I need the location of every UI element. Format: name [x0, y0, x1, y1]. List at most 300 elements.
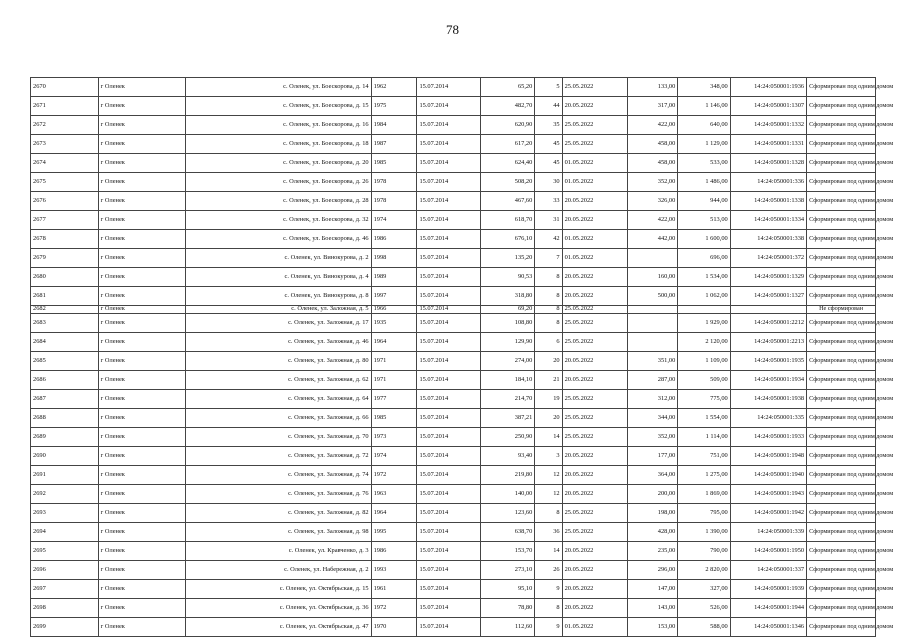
cadastral-number-cell: 14:24:050001:2213: [730, 333, 806, 352]
settlement-cell: г Оленек: [98, 333, 185, 352]
table-row: [31, 409, 876, 428]
address-cell: с. Оленек, ул. Заложная, д. 5: [186, 306, 372, 314]
build-year-cell: 1998: [371, 249, 417, 268]
registration-date-cell: 15.07.2014: [417, 352, 480, 371]
area-cell: 129,90: [480, 333, 535, 352]
address-cell: с. Оленек, ул. Боескорова, д. 28: [186, 192, 372, 211]
table-row: [31, 447, 876, 466]
build-year-cell: 1964: [371, 333, 417, 352]
table-row: [31, 333, 876, 352]
address-cell: с. Оленек, ул. Винокурова, д. 4: [186, 268, 372, 287]
address-cell: с. Оленек, ул. Боескорова, д. 18: [186, 135, 372, 154]
resident-count-cell: 19: [535, 390, 562, 409]
inspection-date-cell: 25.05.2022: [562, 306, 628, 314]
area-cell: 93,40: [480, 447, 535, 466]
build-year-cell: 1989: [371, 268, 417, 287]
value-two-cell: 1 390,00: [678, 523, 730, 542]
row-number-cell: 2694: [31, 523, 99, 542]
inspection-date-cell: 25.05.2022: [562, 78, 628, 97]
registry-body: [31, 78, 894, 637]
value-one-cell: 177,00: [628, 447, 678, 466]
settlement-cell: г Оленек: [98, 268, 185, 287]
settlement-cell: г Оленек: [98, 211, 185, 230]
cadastral-number-cell: 14:24:050001:1346: [730, 618, 806, 637]
registration-date-cell: 15.07.2014: [417, 135, 480, 154]
resident-count-cell: 45: [535, 154, 562, 173]
cadastral-number-cell: 14:24:050001:1327: [730, 287, 806, 306]
settlement-cell: г Оленек: [98, 504, 185, 523]
inspection-date-cell: 01.05.2022: [562, 173, 628, 192]
table-row: [31, 287, 876, 306]
address-cell: с. Оленек, ул. Набережная, д. 2: [186, 561, 372, 580]
value-two-cell: 1 275,00: [678, 466, 730, 485]
table-row: [31, 97, 876, 116]
build-year-cell: 1984: [371, 116, 417, 135]
inspection-date-cell: 20.05.2022: [562, 211, 628, 230]
area-cell: 65,20: [480, 78, 535, 97]
row-number-cell: 2688: [31, 409, 99, 428]
area-cell: 90,53: [480, 268, 535, 287]
area-cell: 274,00: [480, 352, 535, 371]
registration-date-cell: 15.07.2014: [417, 580, 480, 599]
row-number-cell: 2673: [31, 135, 99, 154]
row-number-cell: 2679: [31, 249, 99, 268]
value-two-cell: 348,00: [678, 78, 730, 97]
settlement-cell: г Оленек: [98, 390, 185, 409]
settlement-cell: г Оленек: [98, 173, 185, 192]
land-status-cell: Сформирован под одним домом: [807, 504, 876, 523]
cadastral-number-cell: 14:24:050001:1940: [730, 466, 806, 485]
table-row: [31, 542, 876, 561]
value-one-cell: 442,00: [628, 230, 678, 249]
build-year-cell: 1986: [371, 542, 417, 561]
resident-count-cell: 9: [535, 580, 562, 599]
address-cell: с. Оленек, ул. Октябрьская, д. 47: [186, 618, 372, 637]
value-two-cell: 751,00: [678, 447, 730, 466]
settlement-cell: г Оленек: [98, 485, 185, 504]
table-row: [31, 599, 876, 618]
build-year-cell: 1985: [371, 154, 417, 173]
value-two-cell: 1 146,00: [678, 97, 730, 116]
resident-count-cell: 12: [535, 466, 562, 485]
value-two-cell: 1 486,00: [678, 173, 730, 192]
settlement-cell: г Оленек: [98, 314, 185, 333]
address-cell: с. Оленек, ул. Винокурова, д. 8: [186, 287, 372, 306]
row-number-cell: 2670: [31, 78, 99, 97]
row-number-cell: 2678: [31, 230, 99, 249]
row-number-cell: 2671: [31, 97, 99, 116]
table-row: [31, 116, 876, 135]
land-status-cell: Сформирован под одним домом: [807, 428, 876, 447]
cadastral-number-cell: 14:24:050001:2212: [730, 314, 806, 333]
settlement-cell: г Оленек: [98, 561, 185, 580]
resident-count-cell: 14: [535, 428, 562, 447]
area-cell: 624,40: [480, 154, 535, 173]
value-two-cell: 2 120,00: [678, 333, 730, 352]
settlement-cell: г Оленек: [98, 116, 185, 135]
value-one-cell: 428,00: [628, 523, 678, 542]
settlement-cell: г Оленек: [98, 230, 185, 249]
area-cell: 214,70: [480, 390, 535, 409]
value-one-cell: 200,00: [628, 485, 678, 504]
build-year-cell: 1986: [371, 230, 417, 249]
registration-date-cell: 15.07.2014: [417, 78, 480, 97]
cadastral-number-cell: 14:24:050001:335: [730, 409, 806, 428]
inspection-date-cell: 25.05.2022: [562, 428, 628, 447]
land-status-cell: Сформирован под одним домом: [807, 580, 876, 599]
value-one-cell: 235,00: [628, 542, 678, 561]
cadastral-number-cell: 14:24:050001:1331: [730, 135, 806, 154]
row-number-cell: 2691: [31, 466, 99, 485]
row-number-cell: 2676: [31, 192, 99, 211]
build-year-cell: 1971: [371, 352, 417, 371]
value-two-cell: 1 534,00: [678, 268, 730, 287]
settlement-cell: г Оленек: [98, 192, 185, 211]
value-one-cell: [628, 314, 678, 333]
value-one-cell: 143,00: [628, 599, 678, 618]
resident-count-cell: 31: [535, 211, 562, 230]
table-row: [31, 192, 876, 211]
row-number-cell: 2689: [31, 428, 99, 447]
land-status-cell: Сформирован под одним домом: [807, 287, 876, 306]
value-one-cell: 326,00: [628, 192, 678, 211]
land-status-cell: Сформирован под одним домом: [807, 135, 876, 154]
land-status-cell: Сформирован под одним домом: [807, 561, 876, 580]
inspection-date-cell: 20.05.2022: [562, 466, 628, 485]
value-one-cell: 422,00: [628, 211, 678, 230]
resident-count-cell: 45: [535, 135, 562, 154]
registration-date-cell: 15.07.2014: [417, 371, 480, 390]
value-two-cell: 944,00: [678, 192, 730, 211]
build-year-cell: 1997: [371, 287, 417, 306]
registration-date-cell: 15.07.2014: [417, 97, 480, 116]
resident-count-cell: 42: [535, 230, 562, 249]
land-status-cell: Сформирован под одним домом: [807, 78, 876, 97]
land-status-cell: Сформирован под одним домом: [807, 211, 876, 230]
inspection-date-cell: 20.05.2022: [562, 97, 628, 116]
row-number-cell: 2684: [31, 333, 99, 352]
row-number-cell: 2695: [31, 542, 99, 561]
area-cell: 123,60: [480, 504, 535, 523]
inspection-date-cell: 25.05.2022: [562, 390, 628, 409]
address-cell: с. Оленек, ул. Боескорова, д. 46: [186, 230, 372, 249]
table-row: [31, 352, 876, 371]
area-cell: 638,70: [480, 523, 535, 542]
cadastral-number-cell: 14:24:050001:1307: [730, 97, 806, 116]
value-two-cell: 1 129,00: [678, 135, 730, 154]
build-year-cell: 1987: [371, 135, 417, 154]
settlement-cell: г Оленек: [98, 249, 185, 268]
value-two-cell: 696,00: [678, 249, 730, 268]
land-status-cell: Сформирован под одним домом: [807, 173, 876, 192]
settlement-cell: г Оленек: [98, 97, 185, 116]
value-one-cell: 352,00: [628, 428, 678, 447]
address-cell: с. Оленек, ул. Заложная, д. 46: [186, 333, 372, 352]
build-year-cell: 1961: [371, 580, 417, 599]
value-two-cell: 1 554,00: [678, 409, 730, 428]
row-number-cell: 2693: [31, 504, 99, 523]
land-status-cell: Сформирован под одним домом: [807, 154, 876, 173]
value-one-cell: 500,00: [628, 287, 678, 306]
cadastral-number-cell: 14:24:050001:372: [730, 249, 806, 268]
value-two-cell: 1 109,00: [678, 352, 730, 371]
table-row: [31, 618, 876, 637]
cadastral-number-cell: 14:24:050001:336: [730, 173, 806, 192]
land-status-cell: Сформирован под одним домом: [807, 192, 876, 211]
build-year-cell: 1993: [371, 561, 417, 580]
land-status-cell: Не сформирован: [807, 306, 876, 314]
land-status-cell: Сформирован под одним домом: [807, 599, 876, 618]
table-row: [31, 523, 876, 542]
value-two-cell: 775,00: [678, 390, 730, 409]
cadastral-number-cell: 14:24:050001:1938: [730, 390, 806, 409]
area-cell: 618,70: [480, 211, 535, 230]
inspection-date-cell: 20.05.2022: [562, 268, 628, 287]
cadastral-number-cell: 14:24:050001:338: [730, 230, 806, 249]
build-year-cell: 1963: [371, 485, 417, 504]
build-year-cell: 1962: [371, 78, 417, 97]
inspection-date-cell: 20.05.2022: [562, 447, 628, 466]
value-one-cell: 458,00: [628, 135, 678, 154]
row-number-cell: 2683: [31, 314, 99, 333]
land-status-cell: Сформирован под одним домом: [807, 466, 876, 485]
value-one-cell: 198,00: [628, 504, 678, 523]
row-number-cell: 2682: [31, 306, 99, 314]
row-number-cell: 2687: [31, 390, 99, 409]
row-number-cell: 2677: [31, 211, 99, 230]
address-cell: с. Оленек, ул. Боескорова, д. 15: [186, 97, 372, 116]
value-two-cell: 509,00: [678, 371, 730, 390]
area-cell: 508,20: [480, 173, 535, 192]
land-status-cell: Сформирован под одним домом: [807, 542, 876, 561]
registration-date-cell: 15.07.2014: [417, 192, 480, 211]
row-number-cell: 2685: [31, 352, 99, 371]
value-two-cell: 1 062,00: [678, 287, 730, 306]
settlement-cell: г Оленек: [98, 599, 185, 618]
table-row: [31, 230, 876, 249]
value-two-cell: 1 869,00: [678, 485, 730, 504]
resident-count-cell: 8: [535, 306, 562, 314]
land-status-cell: Сформирован под одним домом: [807, 447, 876, 466]
value-one-cell: 147,00: [628, 580, 678, 599]
table-row: [31, 561, 876, 580]
value-one-cell: 133,00: [628, 78, 678, 97]
registration-date-cell: 15.07.2014: [417, 268, 480, 287]
build-year-cell: 1995: [371, 523, 417, 542]
settlement-cell: г Оленек: [98, 371, 185, 390]
row-number-cell: 2686: [31, 371, 99, 390]
value-one-cell: 364,00: [628, 466, 678, 485]
area-cell: 69,20: [480, 306, 535, 314]
registration-date-cell: 15.07.2014: [417, 287, 480, 306]
value-two-cell: 2 820,00: [678, 561, 730, 580]
resident-count-cell: 8: [535, 287, 562, 306]
area-cell: 108,80: [480, 314, 535, 333]
registration-date-cell: 15.07.2014: [417, 428, 480, 447]
registration-date-cell: 15.07.2014: [417, 542, 480, 561]
settlement-cell: г Оленек: [98, 78, 185, 97]
value-two-cell: 790,00: [678, 542, 730, 561]
resident-count-cell: 9: [535, 618, 562, 637]
value-one-cell: 352,00: [628, 173, 678, 192]
build-year-cell: 1972: [371, 466, 417, 485]
registration-date-cell: 15.07.2014: [417, 249, 480, 268]
build-year-cell: 1971: [371, 371, 417, 390]
address-cell: с. Оленек, ул. Заложная, д. 66: [186, 409, 372, 428]
settlement-cell: г Оленек: [98, 523, 185, 542]
row-number-cell: 2699: [31, 618, 99, 637]
value-two-cell: 588,00: [678, 618, 730, 637]
settlement-cell: г Оленек: [98, 135, 185, 154]
cadastral-number-cell: 14:24:050001:1944: [730, 599, 806, 618]
cadastral-number-cell: 14:24:050001:1936: [730, 78, 806, 97]
settlement-cell: г Оленек: [98, 580, 185, 599]
value-two-cell: 795,00: [678, 504, 730, 523]
table-row: [31, 268, 876, 287]
land-status-cell: Сформирован под одним домом: [807, 618, 876, 637]
value-two-cell: 1 929,00: [678, 314, 730, 333]
row-number-cell: 2672: [31, 116, 99, 135]
value-one-cell: 351,00: [628, 352, 678, 371]
table-row: [31, 390, 876, 409]
cadastral-number-cell: [730, 306, 806, 314]
land-status-cell: Сформирован под одним домом: [807, 352, 876, 371]
land-status-cell: Сформирован под одним домом: [807, 409, 876, 428]
settlement-cell: г Оленек: [98, 306, 185, 314]
registration-date-cell: 15.07.2014: [417, 116, 480, 135]
row-number-cell: 2680: [31, 268, 99, 287]
address-cell: с. Оленек, ул. Октябрьская, д. 36: [186, 599, 372, 618]
area-cell: 617,20: [480, 135, 535, 154]
value-two-cell: [678, 306, 730, 314]
registration-date-cell: 15.07.2014: [417, 390, 480, 409]
registration-date-cell: 15.07.2014: [417, 211, 480, 230]
settlement-cell: г Оленек: [98, 352, 185, 371]
address-cell: с. Оленек, ул. Заложная, д. 72: [186, 447, 372, 466]
inspection-date-cell: 01.05.2022: [562, 230, 628, 249]
area-cell: 250,90: [480, 428, 535, 447]
land-status-cell: Сформирован под одним домом: [807, 314, 876, 333]
table-row: [31, 249, 876, 268]
area-cell: 467,60: [480, 192, 535, 211]
settlement-cell: г Оленек: [98, 447, 185, 466]
build-year-cell: 1970: [371, 618, 417, 637]
cadastral-number-cell: 14:24:050001:1942: [730, 504, 806, 523]
inspection-date-cell: 20.05.2022: [562, 371, 628, 390]
inspection-date-cell: 20.05.2022: [562, 485, 628, 504]
area-cell: 78,80: [480, 599, 535, 618]
cadastral-number-cell: 14:24:050001:1334: [730, 211, 806, 230]
land-status-cell: Сформирован под одним домом: [807, 390, 876, 409]
resident-count-cell: 33: [535, 192, 562, 211]
land-status-cell: Сформирован под одним домом: [807, 249, 876, 268]
land-status-cell: Сформирован под одним домом: [807, 371, 876, 390]
registration-date-cell: 15.07.2014: [417, 333, 480, 352]
registration-date-cell: 15.07.2014: [417, 306, 480, 314]
settlement-cell: г Оленек: [98, 409, 185, 428]
address-cell: с. Оленек, ул. Боескорова, д. 16: [186, 116, 372, 135]
cadastral-number-cell: 14:24:050001:1948: [730, 447, 806, 466]
cadastral-number-cell: 14:24:050001:339: [730, 523, 806, 542]
registration-date-cell: 15.07.2014: [417, 561, 480, 580]
row-number-cell: 2692: [31, 485, 99, 504]
inspection-date-cell: 20.05.2022: [562, 561, 628, 580]
cadastral-number-cell: 14:24:050001:1943: [730, 485, 806, 504]
value-one-cell: 317,00: [628, 97, 678, 116]
settlement-cell: г Оленек: [98, 428, 185, 447]
settlement-cell: г Оленек: [98, 542, 185, 561]
resident-count-cell: 8: [535, 268, 562, 287]
table-row: [31, 466, 876, 485]
inspection-date-cell: 20.05.2022: [562, 352, 628, 371]
area-cell: 153,70: [480, 542, 535, 561]
registration-date-cell: 15.07.2014: [417, 447, 480, 466]
build-year-cell: 1985: [371, 409, 417, 428]
address-cell: с. Оленек, ул. Боескорова, д. 14: [186, 78, 372, 97]
value-two-cell: 513,00: [678, 211, 730, 230]
inspection-date-cell: 25.05.2022: [562, 135, 628, 154]
value-one-cell: 296,00: [628, 561, 678, 580]
registration-date-cell: 15.07.2014: [417, 154, 480, 173]
resident-count-cell: 6: [535, 333, 562, 352]
inspection-date-cell: 25.05.2022: [562, 409, 628, 428]
registration-date-cell: 15.07.2014: [417, 409, 480, 428]
area-cell: 318,80: [480, 287, 535, 306]
settlement-cell: г Оленек: [98, 618, 185, 637]
inspection-date-cell: 25.05.2022: [562, 504, 628, 523]
value-one-cell: 160,00: [628, 268, 678, 287]
settlement-cell: г Оленек: [98, 154, 185, 173]
value-one-cell: [628, 249, 678, 268]
land-status-cell: Сформирован под одним домом: [807, 230, 876, 249]
table-row: [31, 211, 876, 230]
resident-count-cell: 8: [535, 504, 562, 523]
build-year-cell: 1978: [371, 173, 417, 192]
row-number-cell: 2697: [31, 580, 99, 599]
settlement-cell: г Оленек: [98, 287, 185, 306]
table-row: [31, 485, 876, 504]
inspection-date-cell: 01.05.2022: [562, 249, 628, 268]
registration-date-cell: 15.07.2014: [417, 466, 480, 485]
table-row: [31, 78, 876, 97]
value-one-cell: 153,00: [628, 618, 678, 637]
address-cell: с. Оленек, ул. Боескорова, д. 20: [186, 154, 372, 173]
page-number: 78: [446, 22, 459, 37]
value-one-cell: 287,00: [628, 371, 678, 390]
build-year-cell: 1972: [371, 599, 417, 618]
resident-count-cell: 20: [535, 352, 562, 371]
build-year-cell: 1974: [371, 211, 417, 230]
build-year-cell: 1974: [371, 447, 417, 466]
address-cell: с. Оленек, ул. Боескорова, д. 32: [186, 211, 372, 230]
registration-date-cell: 15.07.2014: [417, 599, 480, 618]
value-one-cell: [628, 333, 678, 352]
cadastral-number-cell: 14:24:050001:1332: [730, 116, 806, 135]
land-status-cell: Сформирован под одним домом: [807, 485, 876, 504]
area-cell: 184,10: [480, 371, 535, 390]
cadastral-number-cell: 14:24:050001:1329: [730, 268, 806, 287]
area-cell: 219,80: [480, 466, 535, 485]
registration-date-cell: 15.07.2014: [417, 618, 480, 637]
registration-date-cell: 15.07.2014: [417, 314, 480, 333]
build-year-cell: 1964: [371, 504, 417, 523]
land-status-cell: Сформирован под одним домом: [807, 268, 876, 287]
resident-count-cell: 8: [535, 599, 562, 618]
value-two-cell: 327,00: [678, 580, 730, 599]
area-cell: 273,10: [480, 561, 535, 580]
land-status-cell: Сформирован под одним домом: [807, 333, 876, 352]
build-year-cell: 1973: [371, 428, 417, 447]
